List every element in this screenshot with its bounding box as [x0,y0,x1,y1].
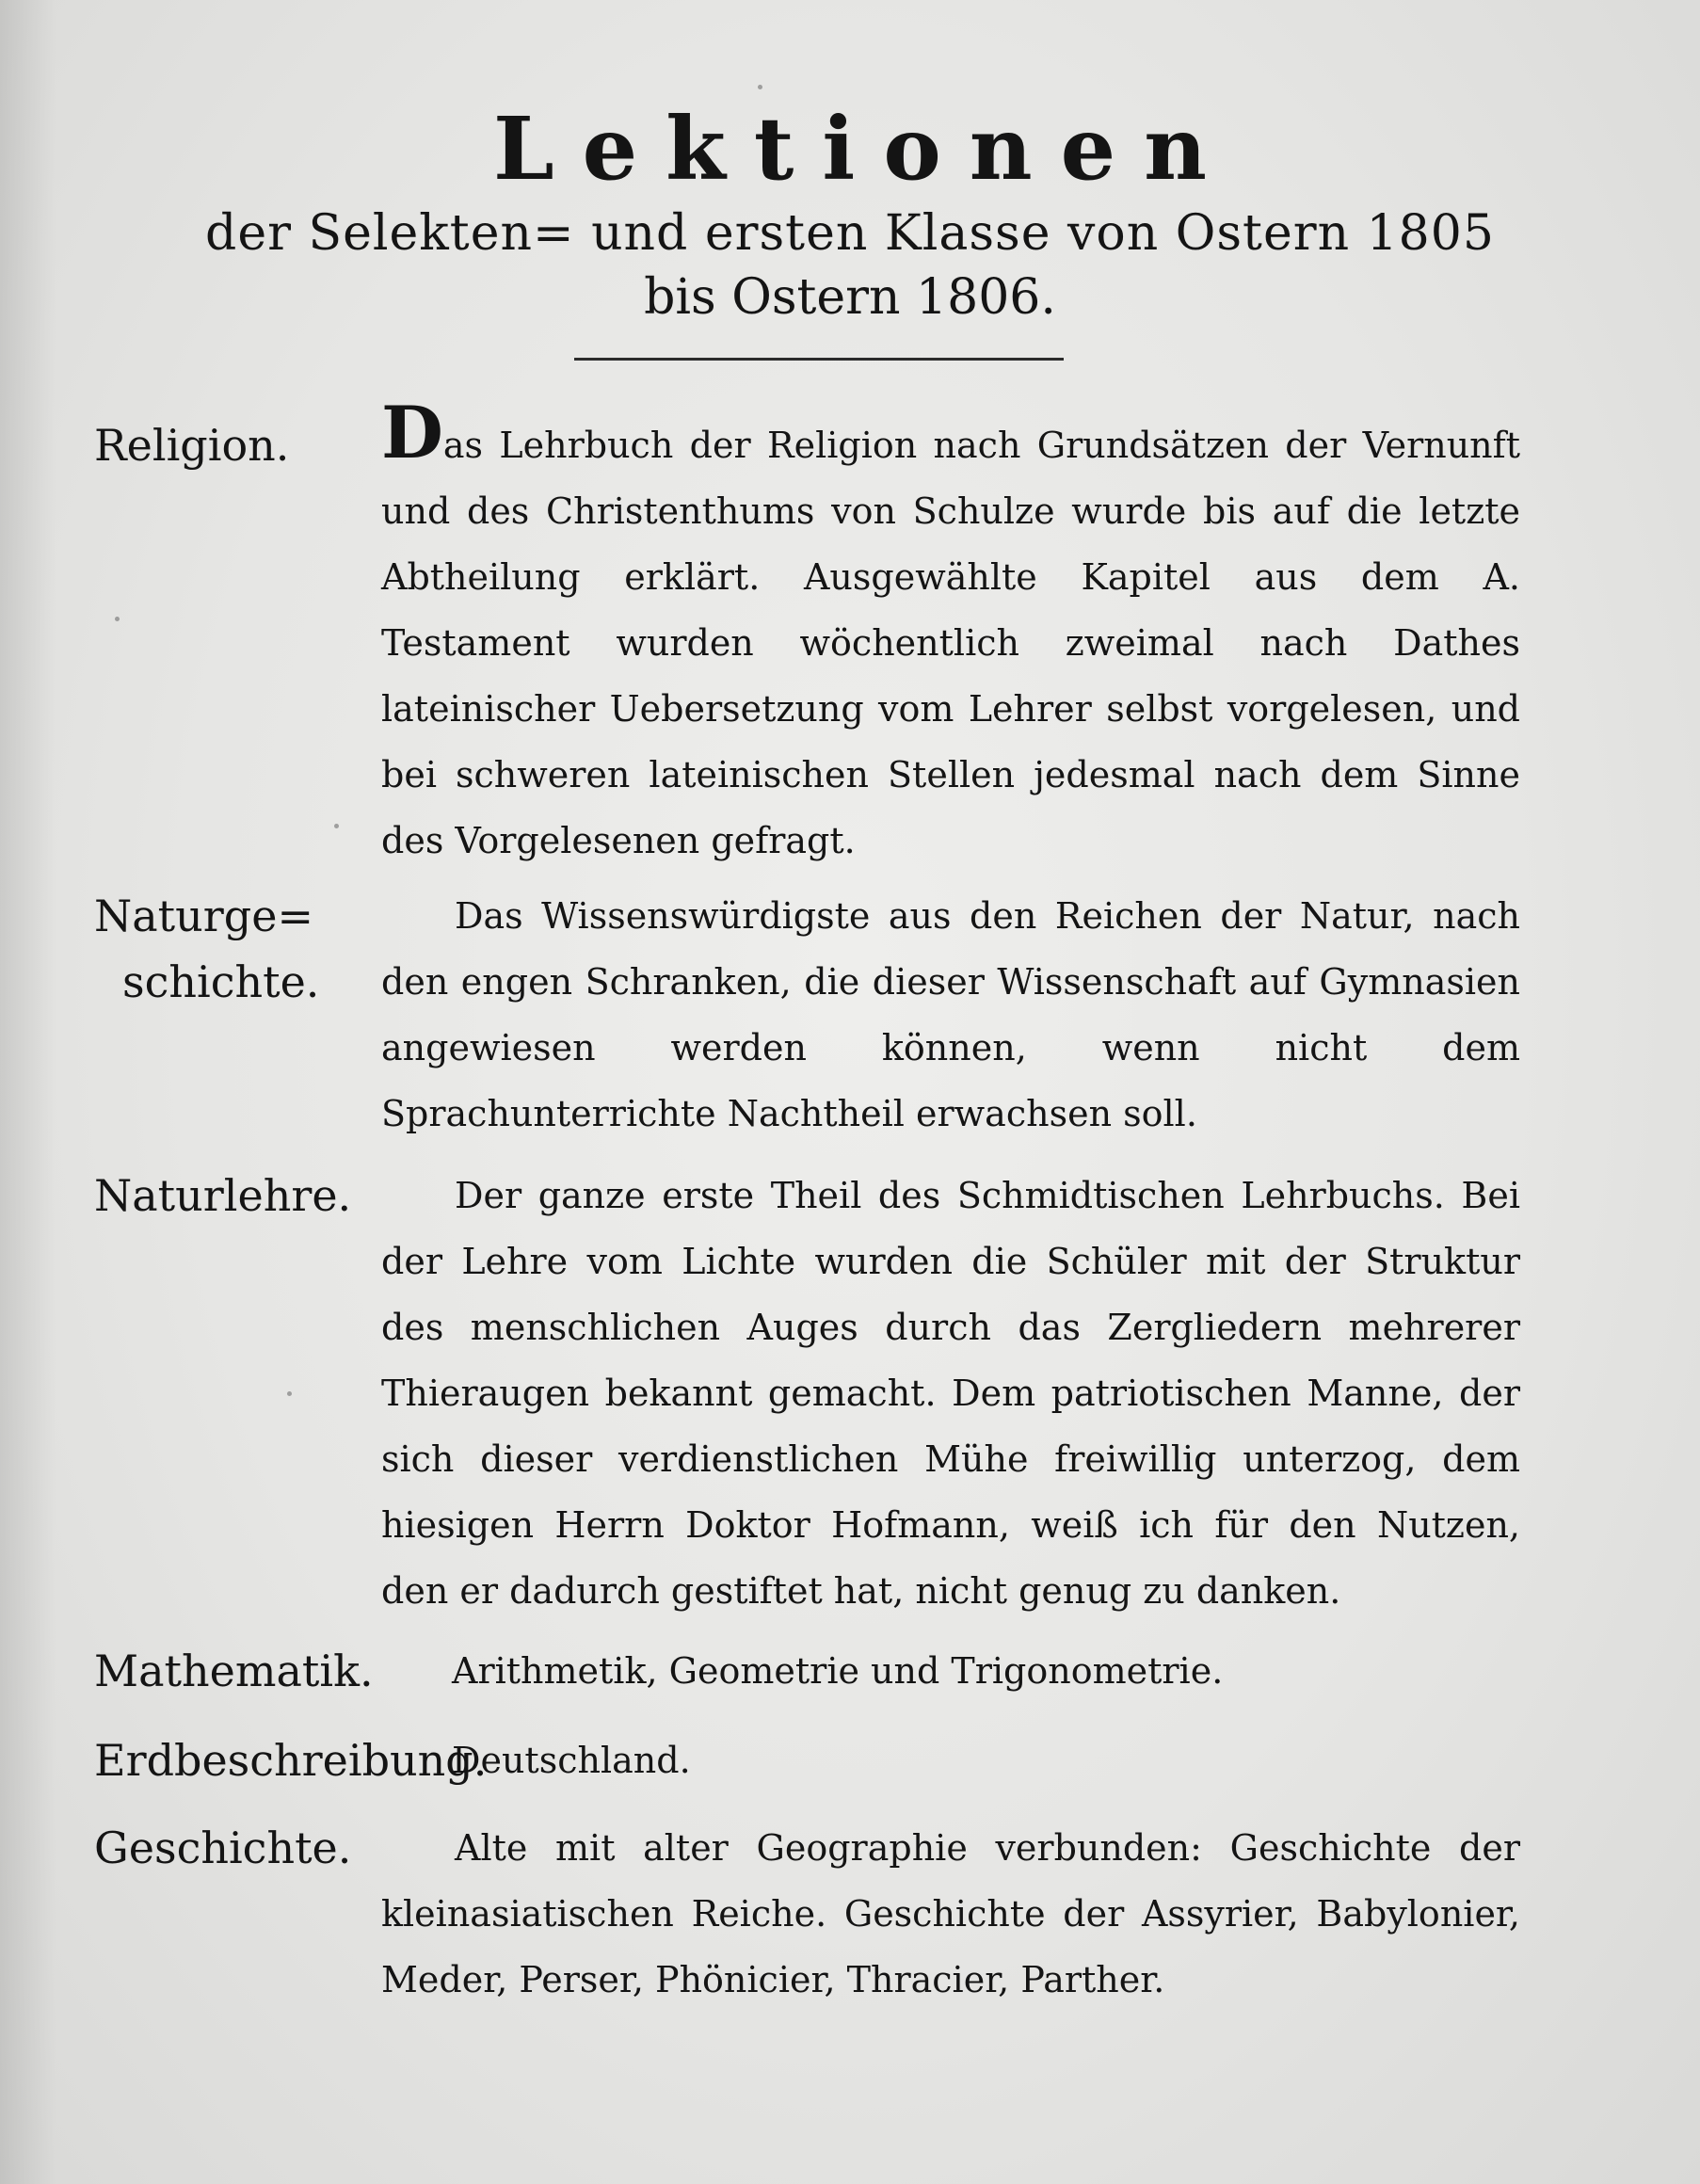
label-religion: Religion. [94,420,290,471]
text-religion [381,391,1520,874]
text-naturlehre: Der ganze erste Theil des Schmidtischen Lehrbuchs. Bei der Lehre vom Lichte wurden die Schüler mit der Struktur des menschlichen Auges durch das Zergliedern mehrerer Thieraugen bekannt gemacht. Dem patriotischen Manne, der sich dieser verdienstlichen Mühe freiwillig unterzog, dem hiesigen Herrn Doktor Hofmann, weiß ich für den Nutzen, den er dadurch gestiftet hat, nicht genug zu danken. [381,1175,1520,1612]
title-divider [574,358,1064,361]
text-mathematik: Arithmetik, Geometrie und Trigonometrie. [452,1650,1224,1692]
initial-letter: D [381,391,443,474]
paper-speck [334,824,339,828]
text-erdbeschreibung: Deutschland. [452,1740,691,1781]
label-mathematik: Mathematik. [94,1646,374,1696]
paper-speck [115,617,120,621]
paper-speck [758,85,762,89]
label-naturgeschichte-line-2: schichte. [122,956,320,1007]
label-naturgeschichte-line-1: Naturge= [94,891,313,941]
label-geschichte: Geschichte. [94,1823,352,1873]
text-religion-body: as Lehrbuch der Religion nach Grundsätzen der Vernunft und des Christenthums von Schulze wurde bis auf die letzte Abtheilung erklärt. Ausgewählte Kapitel aus dem A. Testament wurden wöchentlich zweimal nach Dathes lateinischer Uebersetzung vom Lehrer selbst vorgelesen, und bei schweren lateinischen Stellen jedesmal nach dem Sinne des Vorgelesenen gefragt. [381,425,1520,861]
label-naturlehre: Naturlehre. [94,1170,352,1221]
page-title: Lektionen [492,98,1236,200]
text-naturgeschichte: Das Wissenswürdigste aus den Reichen der Natur, nach den engen Schranken, die dieser Wissenschaft auf Gymnasien angewiesen werden können, wenn nicht dem Sprachunterrichte Nachtheil erwachsen soll. [381,895,1520,1134]
paper-speck [287,1391,292,1396]
subtitle-line-2: bis Ostern 1806. [644,269,1056,326]
text-geschichte: Alte mit alter Geographie verbunden: Geschichte der kleinasiatischen Reiche. Geschichte der Assyrier, Babylonier, Meder, Perser, Phönicier, Thracier, Parther. [381,1827,1520,2000]
label-erdbeschreibung: Erdbeschreibung. [94,1735,488,1786]
subtitle-line-1: der Selekten= und ersten Klasse von Ostern 1805 [205,205,1495,262]
